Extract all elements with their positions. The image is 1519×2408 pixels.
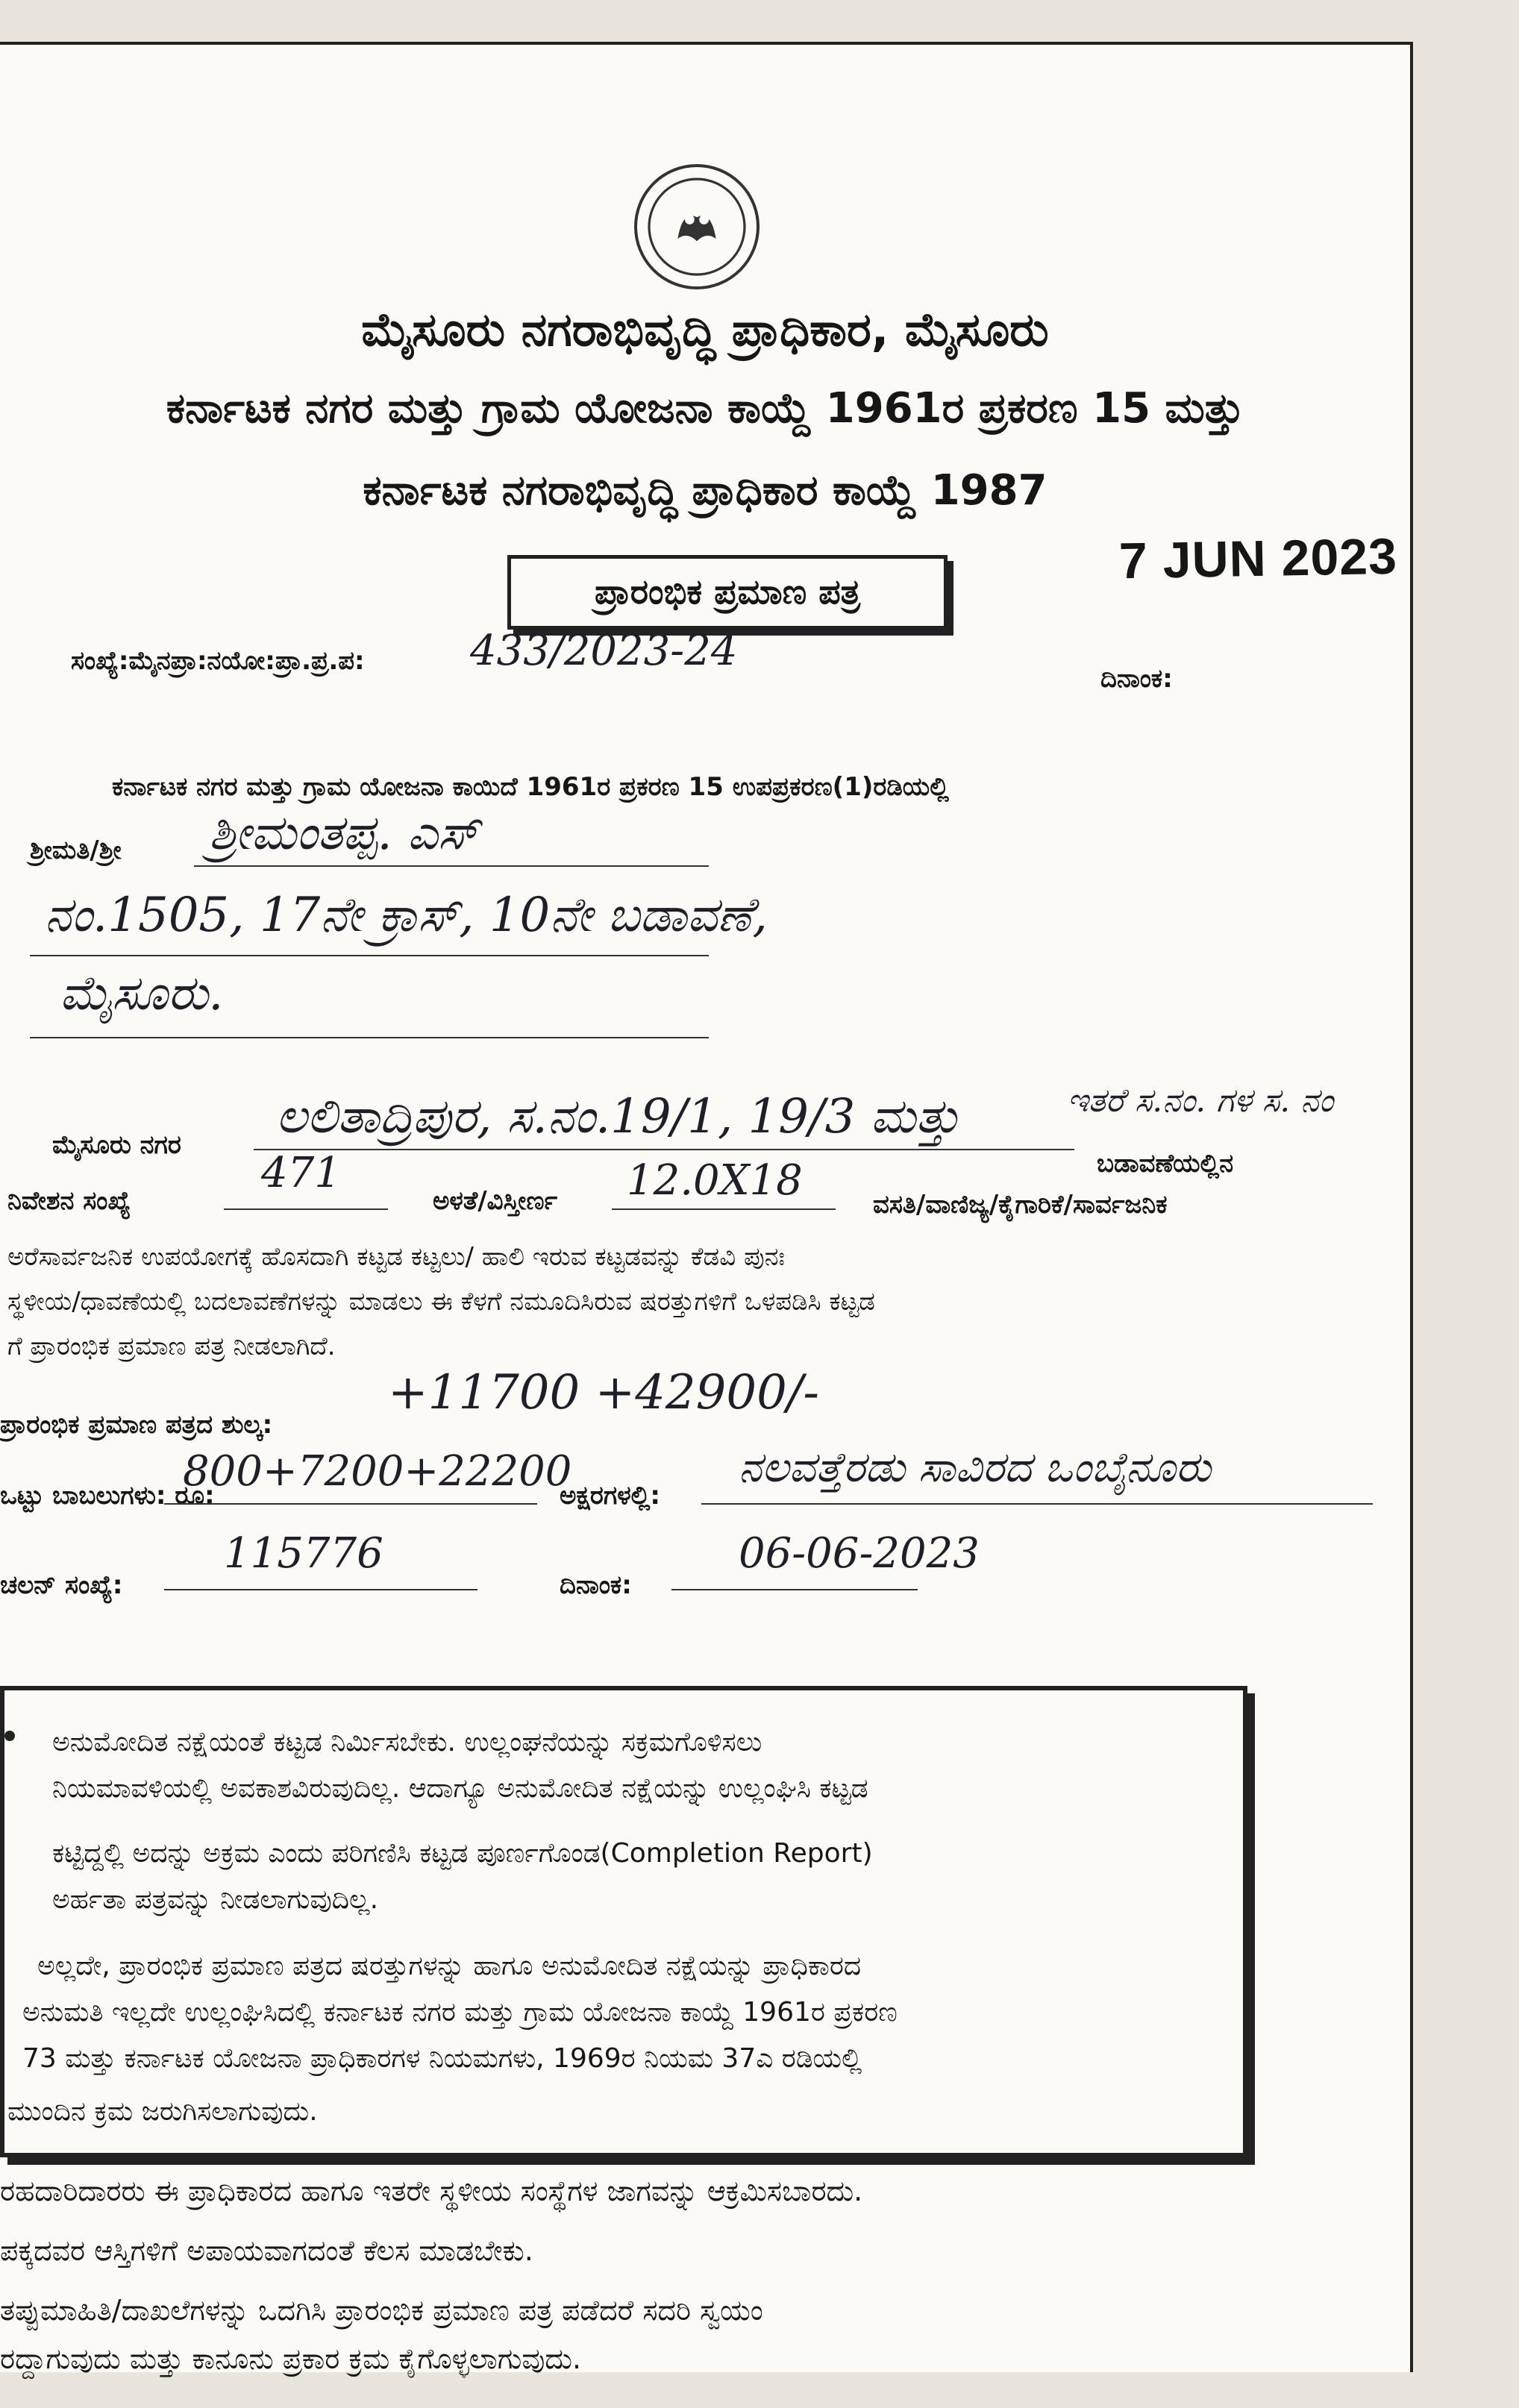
certificate-title: ಪ್ರಾರಂಭಿಕ ಪ್ರಮಾಣ ಪತ್ರ [594,571,860,612]
challan-date-value: 06-06-2023 [739,1529,980,1578]
condition-text: ನಿಯಮಾವಳಿಯಲ್ಲಿ ಅವಕಾಶವಿರುವುದಿಲ್ಲ. ಆದಾಗ್ಯೂ ಅನುಮೋದಿತ ನಕ್ಷೆಯನ್ನು ಉಲ್ಲಂಘಿಸಿ ಕಟ್ಟಡ [52,1773,868,1804]
act-title-line: ಕರ್ನಾಟಕ ನಗರ ಮತ್ತು ಗ್ರಾಮ ಯೋಜನಾ ಕಾಯ್ದೆ 1961ರ ಪ್ರಕರಣ 15 ಮತ್ತು [166,384,1244,433]
fee-label: ಪ್ರಾರಂಭಿಕ ಪ್ರಮಾಣ ಪತ್ರದ ಶುಲ್ಕ: [0,1410,273,1440]
authority-title: ಮೈಸೂರು ನಗರಾಭಿವೃದ್ಧಿ ಪ್ರಾಧಿಕಾರ, ಮೈಸೂರು [361,302,1049,357]
amount-label: ಒಟ್ಟು ಬಾಬಲುಗಳು: ರೂ: [0,1481,215,1511]
dimension-value: 12.0X18 [627,1156,803,1205]
reference-number-label: ಸಂಖ್ಯೆ:ಮೈನಪ್ರಾ:ನಯೋ:ಪ್ರಾ.ಪ್ರ.ಪ: [71,646,365,676]
date-label: ದಿನಾಂಕ: [1100,664,1173,694]
date-stamp: 7 JUN 2023 [1118,527,1398,590]
body-text-line: ಸ್ಥಳೀಯ/ಧಾವಣೆಯಲ್ಲಿ ಬದಲಾವಣೆಗಳನ್ನು ಮಾಡಲು ಈ ಕೆಳಗೆ ನಮೂದಿಸಿರುವ ಷರತ್ತುಗಳಿಗೆ ಒಳಪಡಿಸಿ ಕಟ್ಟಡ [7,1287,875,1317]
bullet-icon [4,1731,15,1741]
condition-text: ಅಲ್ಲದೇ, ಪ್ರಾರಂಭಿಕ ಪ್ರಮಾಣ ಪತ್ರದ ಷರತ್ತುಗಳನ್ನು ಹಾಗೂ ಅನುಮೋದಿತ ನಕ್ಷೆಯನ್ನು ಪ್ರಾಧಿಕಾರದ [37,1951,862,1981]
property-location-extra: ಇತರೆ ಸ.ನಂ. ಗಳ ಸ. ನಂ [1067,1082,1334,1120]
condition-text: ಅನುಮೋದಿತ ನಕ್ಷೆಯಂತೆ ಕಟ್ಟಡ ನಿರ್ಮಿಸಬೇಕು. ಉಲ್ಲಂಘನೆಯನ್ನು ಸಕ್ರಮಗೊಳಿಸಲು [52,1727,762,1758]
amount-in-words-label: ಅಕ್ಷರಗಳಲ್ಲಿ: [560,1481,660,1511]
fee-value: +11700 +42900/- [388,1365,819,1420]
layout-label: ಬಡಾವಣೆಯಲ್ಲಿನ [1097,1149,1234,1179]
challan-number-label: ಚಲನ್ ಸಂಖ್ಯೆ: [0,1570,123,1600]
amount-value: 800+7200+22200 [183,1447,572,1496]
condition-text: ಅನುಮತಿ ಇಲ್ಲದೇ ಉಲ್ಲಂಘಿಸಿದಲ್ಲಿ ಕರ್ನಾಟಕ ನಗರ ಮತ್ತು ಗ್ರಾಮ ಯೋಜನಾ ಕಾಯ್ದೆ 1961ರ ಪ್ರಕರಣ [22,1997,898,2028]
condition-text: ಮುಂದಿನ ಕ್ರಮ ಜರುಗಿಸಲಾಗುವುದು. [7,2096,318,2127]
reference-number-value: 433/2023-24 [470,627,738,675]
amount-in-words-value: ನಲವತ್ತೆರಡು ಸಾವಿರದ ಒಂಬೈನೂರು [739,1443,1212,1492]
intro-line: ಕರ್ನಾಟಕ ನಗರ ಮತ್ತು ಗ್ರಾಮ ಯೋಜನಾ ಕಾಯಿದೆ 1961ರ ಪ್ರಕರಣ 15 ಉಪಪ್ರಕರಣ(1)ರಡಿಯಲ್ಲಿ [112,772,949,802]
site-number-label: ನಿವೇಶನ ಸಂಖ್ಯೆ [7,1186,131,1216]
usage-text: ವಸತಿ/ವಾಣಿಜ್ಯ/ಕೈಗಾರಿಕೆ/ಸಾರ್ವಜನಿಕ [873,1190,1168,1220]
certificate-title-box [507,555,948,630]
city-label: ಮೈಸೂರು ನಗರ [52,1130,181,1160]
dimension-label: ಅಳತೆ/ವಿಸ್ತೀರ್ಣ [433,1186,558,1216]
body-text-line: ಅರೆಸಾರ್ವಜನಿಕ ಉಪಯೋಗಕ್ಕೆ ಹೊಸದಾಗಿ ಕಟ್ಟಡ ಕಟ್ಟಲು/ ಹಾಲಿ ಇರುವ ಕಟ್ಟಡವನ್ನು ಕೆಡವಿ ಪುನಃ [7,1242,785,1272]
condition-text: ಕಟ್ಟಿದ್ದಲ್ಲಿ ಅದನ್ನು ಅಕ್ರಮ ಎಂದು ಪರಿಗಣಿಸಿ ಕಟ್ಟಡ ಪೂರ್ಣಗೊಂಡ(Completion Report) [52,1838,873,1869]
body-text-line: ಗೆ ಪ್ರಾರಂಭಿಕ ಪ್ರಮಾಣ ಪತ್ರ ನೀಡಲಾಗಿದೆ. [7,1332,336,1361]
footer-note: ತಪ್ಪುಮಾಹಿತಿ/ದಾಖಲೆಗಳನ್ನು ಒದಗಿಸಿ ಪ್ರಾರಂಭಿಕ ಪ್ರಮಾಣ ಪತ್ರ ಪಡೆದರೆ ಸದರಿ ಸ್ವಯಂ [0,2294,763,2327]
property-location: ಲಲಿತಾದ್ರಿಪುರ, ಸ.ನಂ.19/1, 19/3 ಮತ್ತು [276,1089,961,1144]
applicant-address-line2: ಮೈಸೂರು. [60,966,224,1021]
footer-note: ರದ್ದಾಗುವುದು ಮತ್ತು ಕಾನೂನು ಪ್ರಕಾರ ಕ್ರಮ ಕೈಗೊಳ್ಳಲಾಗುವುದು. [0,2342,582,2375]
act-title-line: ಕರ್ನಾಟಕ ನಗರಾಭಿವೃದ್ಧಿ ಪ್ರಾಧಿಕಾರ ಕಾಯ್ದೆ 1987 [363,466,1047,515]
challan-date-label: ದಿನಾಂಕ: [560,1570,632,1600]
condition-text: 73 ಮತ್ತು ಕರ್ನಾಟಕ ಯೋಜನಾ ಪ್ರಾಧಿಕಾರಗಳ ನಿಯಮಗಳು, 1969ರ ನಿಯಮ 37ಎ ರಡಿಯಲ್ಲಿ [22,2043,862,2074]
certificate-sheet [0,42,1413,2375]
authority-seal-icon [634,164,760,289]
footer-note: ರಹದಾರಿದಾರರು ಈ ಪ್ರಾಧಿಕಾರದ ಹಾಗೂ ಇತರೇ ಸ್ಥಳೀಯ ಸಂಸ್ಥೆಗಳ ಜಾಗವನ್ನು ಆಕ್ರಮಿಸಬಾರದು. [0,2175,863,2207]
challan-number-value: 115776 [224,1529,383,1578]
site-number-value: 471 [261,1149,341,1197]
applicant-name: ಶ್ರೀಮಂತಪ್ಪ. ಎಸ್ [209,806,479,861]
condition-text: ಅರ್ಹತಾ ಪತ್ರವನ್ನು ನೀಡಲಾಗುವುದಿಲ್ಲ. [52,1884,379,1915]
footer-note: ಪಕ್ಕದವರ ಆಸ್ತಿಗಳಿಗೆ ಅಪಾಯವಾಗದಂತೆ ಕೆಲಸ ಮಾಡಬೇಕು. [0,2234,533,2267]
applicant-address-line1: ನಂ.1505, 17ನೇ ಕ್ರಾಸ್, 10ನೇ ಬಡಾವಣೆ, [45,888,768,943]
applicant-label: ಶ್ರೀಮತಿ/ಶ್ರೀ [30,835,122,865]
